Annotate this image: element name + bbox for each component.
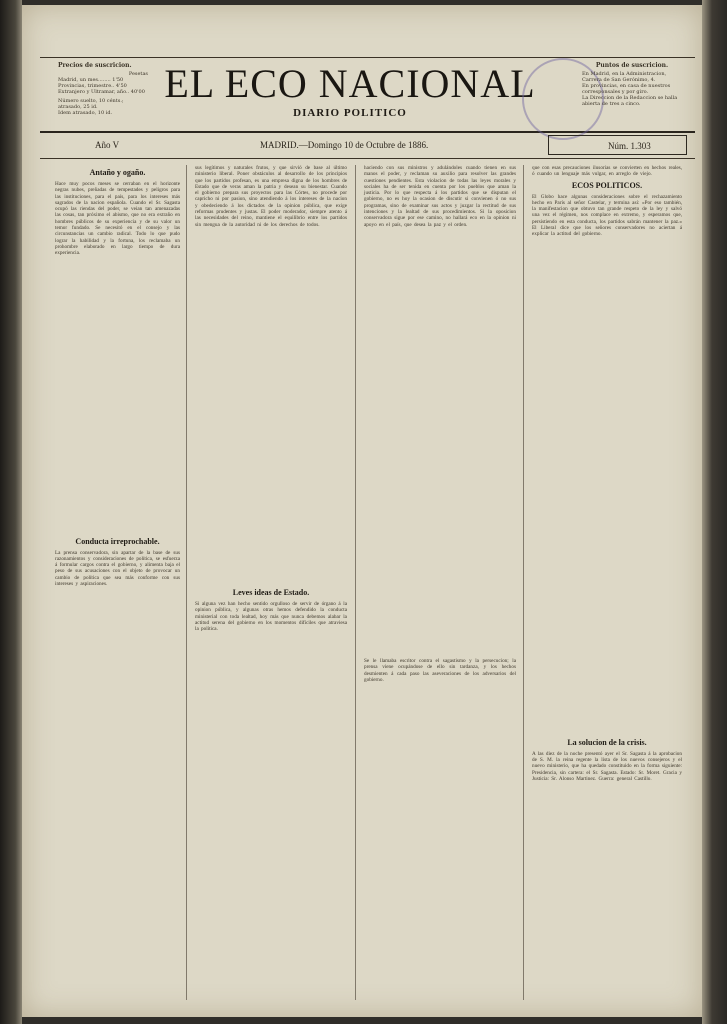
right-box-line: En Madrid, en la Administracion, Carrera de San Gerónimo, 4. [582,71,667,83]
article-heading: Leves ideas de Estado. [232,587,310,597]
left-box-line: Extranjero y Ultramar, año.. 40'00 [58,89,145,95]
article-body: Hace muy pocos meses se cerraban en el horizonte negras nubes, preñadas de tempestades y peligros para las instituciones, para el país, para los intereses más sagrados de la nacion española. Cuando el Sr. Sagasta ocupó las riendas del poder, se veian tan amenazadas las cosas, tan próximo el abismo, que no era extraño en hombres públicos de su experiencia y de su valor un temor fundado. Se necesitó en el consejo y las circunstancias un cambio radical. Todo lo que pudo lograr la habilidad y la fortuna, los reclamaba un prohombre elaborado en largo tiempo de dura experiencia. [55,181,180,257]
issue-date: MADRID.—Domingo 10 de Octubre de 1886. [260,140,429,150]
left-box-note: Número suelto, 10 cénts.; atrasado, 25 id. [58,98,124,110]
article-body: Se le llamaba escritor contra el sagastismo y la persecucion; la prensa viene ocupándose de ello sin tardanza, y los hechos desmienten á cada paso las aseveraciones de los adversarios del gobierno. [364,657,516,683]
issue-number: Núm. 1.303 [608,141,651,151]
article-body: haciendo con sus ministros y adulándoles cuando tienen en sus manos el poder, y reclaman su auxilio para resolver las grandes cuestiones pendientes. Esta violacion de todas las leyes morales y sociales ha de ser tenida en cuenta por los pueblos que aman la justicia. Por lo que respecta á los partidos que se disputan el gobierno, no es hoy la ocasion de discutir si convienen ó no sus programas, sino de examinar sus actos y juzgar la rectitud de sus intenciones y la lealtad de sus procedimientos. Si la oposicion conservadora sigue por ese camino, no hallará eco en la opinion ni apoyo en el país, que desea la paz y el orden. [364,165,516,228]
article-heading: Conducta irreprochable. [75,536,160,546]
column-1 [55,165,180,587]
masthead-title: EL ECO NACIONAL [164,61,536,106]
left-box-sub: Pesetas [128,71,148,77]
book-spine [0,0,22,1024]
article-body: sus legítimos y naturales frutos, y que sirvió de base al último ministerio liberal. Poner obstáculos al desarrollo de los principios que los partidos profesan, es una empresa digna de los hombres de Estado que de veras aman la patria y desean su bienestar. Cuando el gobierno prepara sus proyectos para las Córtes, no procede por capricho ni por pasion, sino atendiendo á los intereses de la nacion y obedeciendo á los dictados de la opinion pública, que exige reformas prudentes y justas. El poder moderador, siempre atento á las necesidades del reino, mantiene el equilibrio entre los partidos sin mengua de la autoridad ni de los derechos de todos. [195,165,347,228]
right-box-heading: Puntos de suscricion. [595,62,669,69]
column-rule [355,165,356,1000]
article-body: El Globo hace algunas consideraciones sobre el rechazamiento hecho en París al señor Castelar, y termina así: «Por eso también, la manifestacion que obtuvo tan grande respeto de la ley y salvó una vez el régimen, nos complace en extremo, y esperamos que, persistiendo en esta conducta, los partidos sabrán mantener la paz.» El Liberal dice que los señores conservadores no aciertan á explicar la actitud del gobierno. [532,193,682,238]
left-box-note2: Idem atrasado, 10 id. [58,110,113,116]
dateline-rule [40,158,695,159]
article-heading: La solucion de la crisis. [567,737,647,747]
column-3 [364,165,516,683]
section-heading: ECOS POLITICOS. [571,180,643,190]
issue-year: Año V [95,140,120,150]
article-body: La prensa conservadora, sin apartar de la base de sus razonamientos y consideraciones de política, se esfuerza á formular cargos contra el gobierno, y alimenta baja el peso de sus acusaciones con el objeto de provocar un cambio de política que sea más conforme con sus intereses y aspiraciones. [55,549,180,588]
page-edge [702,0,727,1024]
masthead-rule [40,131,695,133]
right-subscription-box [582,63,682,107]
article-body: A las diez de la noche presentó ayer el Sr. Sagasta á la aprobacion de S. M. la reina regente la lista de los nuevos consejeros y el nuevo ministerio, que ha quedado constituido en la forma siguiente: Presidencia, sin cartera: el Sr. Sagasta. Estado: Sr. Moret. Gracia y Justicia: Sr. Alonso Martinez. Guerra: general Castillo. [532,750,682,782]
article-heading: Antaño y ogaño. [89,168,146,177]
column-2 [195,165,347,632]
left-box-line: Madrid, un mes........ 1'50 [58,77,124,83]
column-rule [186,165,187,1000]
top-rule [40,57,695,58]
article-body: que con esas precauciones ilusorias se convierten en hechos reales, ó cuando un lenguaje más vulgar, en arreglo de viejo. [532,165,682,178]
column-4 [532,165,682,782]
right-box-line: En provincias, en casa de nuestros corresponsales y por giro. [582,83,671,95]
article-body: Si alguna vez han hecho sentido orgulloso de servir de órgano á la opinion pública, y algunas otras hemos defendido la conducta ministerial con toda lealtad, hoy más que nunca debemos alabar la actitud serena del gobierno en los momentos difíciles que atraviesa la política. [195,600,347,633]
masthead-subtitle: DIARIO POLITICO [293,107,407,119]
column-rule [523,165,524,1000]
left-box-line: Provincias, trimestre.. 4'50 [58,83,127,89]
right-box-line: La Direccion de la Redaccion se halla abierta de tres a cinco. [582,95,678,107]
left-box-heading: Precios de suscricion. [58,62,132,69]
left-subscription-box [58,63,148,116]
